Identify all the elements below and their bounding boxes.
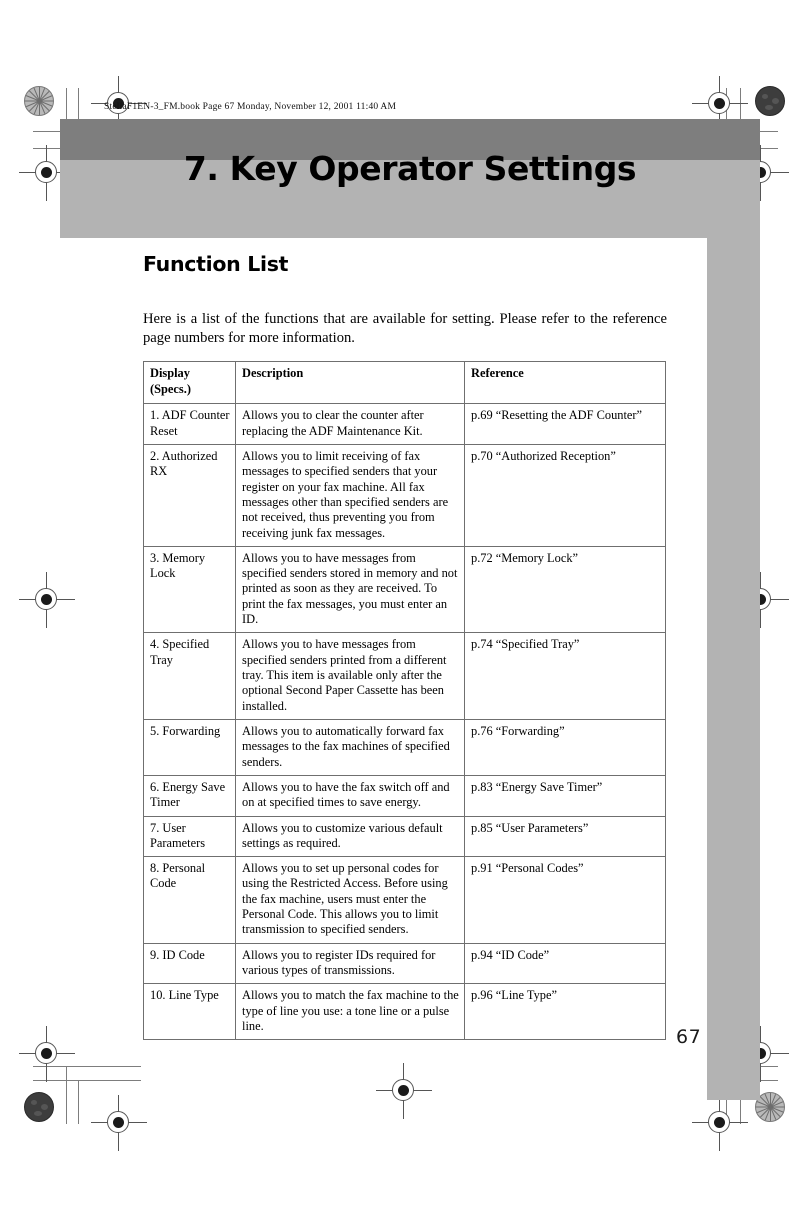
page-edge-sidebar	[707, 238, 760, 1100]
cell-description: Allows you to clear the counter after replacing the ADF Maintenance Kit.	[236, 404, 465, 445]
cell-description: Allows you to have the fax switch off and on at specified times to save energy.	[236, 775, 465, 816]
cell-display: 7. User Parameters	[144, 816, 236, 857]
column-header-display-line1: Display	[150, 366, 190, 381]
cell-reference: p.74 “Specified Tray”	[465, 633, 666, 720]
cell-description: Allows you to customize various default settings as required.	[236, 816, 465, 857]
page-title: Function List	[143, 252, 289, 276]
cell-display: 1. ADF Counter Reset	[144, 404, 236, 445]
function-list-body	[144, 404, 666, 1040]
cell-display: 5. Forwarding	[144, 719, 236, 775]
cell-display: 10. Line Type	[144, 984, 236, 1040]
cell-reference: p.94 “ID Code”	[465, 943, 666, 984]
pinwheel-target-top-left	[24, 86, 54, 116]
registration-mark-bottom-center	[376, 1063, 432, 1119]
cell-description: Allows you to register IDs required for various types of transmissions.	[236, 943, 465, 984]
table-row	[144, 404, 666, 445]
cell-reference: p.91 “Personal Codes”	[465, 857, 666, 944]
table-row	[144, 719, 666, 775]
density-patch-bottom-left	[24, 1092, 54, 1122]
cell-reference: p.83 “Energy Save Timer”	[465, 775, 666, 816]
table-row	[144, 857, 666, 944]
cell-reference: p.96 “Line Type”	[465, 984, 666, 1040]
table-header-row	[144, 362, 666, 404]
cell-description: Allows you to set up personal codes for using the Restricted Access. Before using the fax machine, users must enter the Personal Code. This allows you to limit transmission to specified senders.	[236, 857, 465, 944]
function-list-table	[143, 361, 666, 1040]
column-header-description: Description	[236, 362, 465, 404]
table-row	[144, 984, 666, 1040]
registration-mark-left-middle	[19, 572, 75, 628]
table-row	[144, 943, 666, 984]
registration-mark-bottom-left-outer	[19, 1026, 75, 1082]
cell-display: 2. Authorized RX	[144, 444, 236, 546]
registration-mark-bottom-right-inner	[692, 1095, 748, 1151]
cell-reference: p.85 “User Parameters”	[465, 816, 666, 857]
cell-reference: p.69 “Resetting the ADF Counter”	[465, 404, 666, 445]
cell-display: 9. ID Code	[144, 943, 236, 984]
main-content	[143, 252, 668, 1040]
column-header-display-line2: (Specs.)	[150, 381, 191, 396]
table-row	[144, 633, 666, 720]
crop-line-bottom-left-v2	[78, 1080, 79, 1124]
cell-description: Allows you to automatically forward fax messages to the fax machines of specified senders.	[236, 719, 465, 775]
table-row	[144, 546, 666, 633]
cell-display: 6. Energy Save Timer	[144, 775, 236, 816]
cell-description: Allows you to match the fax machine to the type of line you use: a tone line or a pulse line.	[236, 984, 465, 1040]
intro-paragraph: Here is a list of the functions that are available for setting. Please refer to the reference page numbers for more information.	[143, 311, 667, 346]
file-header-note: StellaF1EN-3_FM.book Page 67 Monday, November 12, 2001 11:40 AM	[104, 102, 397, 112]
column-header-reference: Reference	[465, 362, 666, 404]
column-header-display	[144, 362, 236, 404]
cell-display: 8. Personal Code	[144, 857, 236, 944]
cell-reference: p.76 “Forwarding”	[465, 719, 666, 775]
cell-reference: p.70 “Authorized Reception”	[465, 444, 666, 546]
chapter-title: 7. Key Operator Settings	[183, 149, 637, 188]
cell-reference: p.72 “Memory Lock”	[465, 546, 666, 633]
cell-description: Allows you to have messages from specified senders printed from a different tray. This item is available only after the optional Second Paper Cassette has been installed.	[236, 633, 465, 720]
cell-display: 3. Memory Lock	[144, 546, 236, 633]
table-row	[144, 444, 666, 546]
cell-display: 4. Specified Tray	[144, 633, 236, 720]
cell-description: Allows you to limit receiving of fax messages to specified senders that your register on your fax machine. All fax messages other than specified senders are not received, thus preventing you from receiving junk fax messages.	[236, 444, 465, 546]
table-row	[144, 775, 666, 816]
registration-mark-bottom-left-inner	[91, 1095, 147, 1151]
density-patch-top-right	[755, 86, 785, 116]
page-number: 67	[676, 1026, 702, 1048]
table-row	[144, 816, 666, 857]
cell-description: Allows you to have messages from specified senders stored in memory and not printed as soon as they are received. To print the fax messages, you must enter an ID.	[236, 546, 465, 633]
